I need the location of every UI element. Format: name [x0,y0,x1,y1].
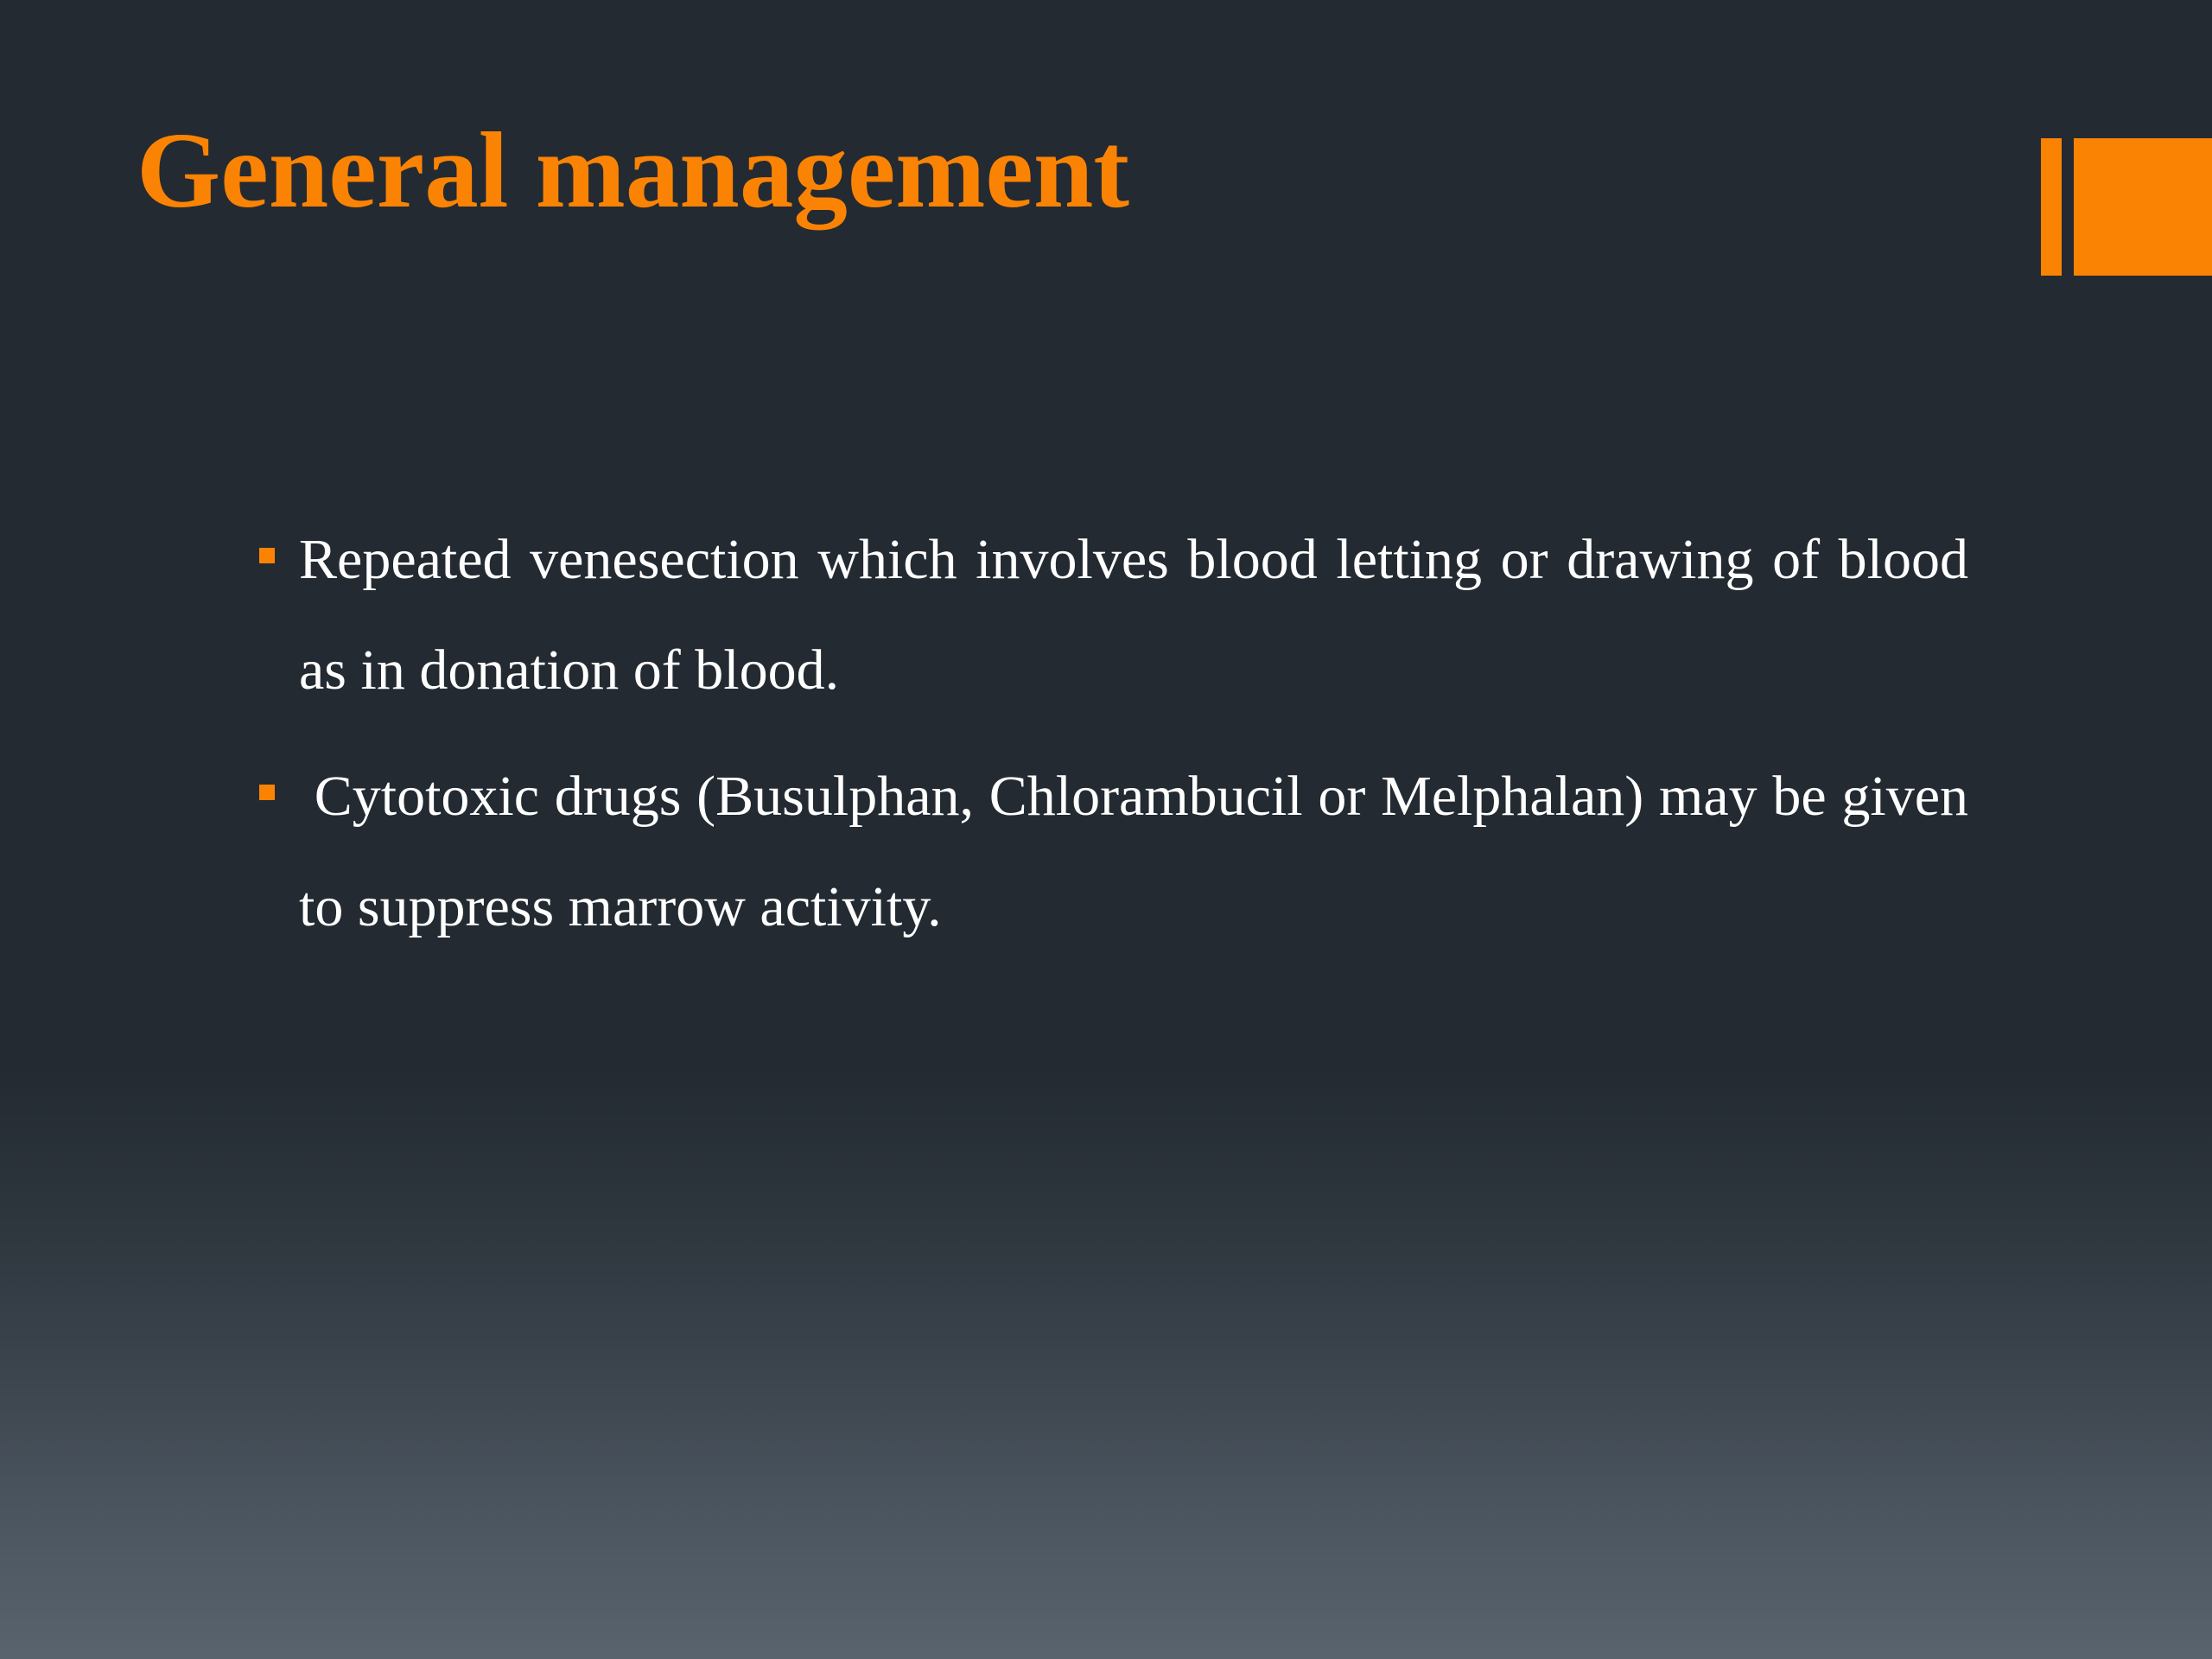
bullet-item-cytotoxic-drugs [256,741,1983,963]
bullet-text: Repeated venesection which involves blood letting or drawing of blood as in donation of blood. [299,528,1968,702]
bullet-item-venesection [256,505,1968,726]
square-bullet-icon [259,785,275,800]
bullet-text: Cytotoxic drugs (Busulphan, Chlorambucil or Melphalan) may be given to suppress marrow activity. [299,765,1983,938]
bullet-list [256,505,1983,978]
slide-title: General management [137,111,1130,231]
square-bullet-icon [259,548,275,563]
accent-bar-thick [2074,138,2212,276]
accent-bar-thin [2041,138,2062,276]
